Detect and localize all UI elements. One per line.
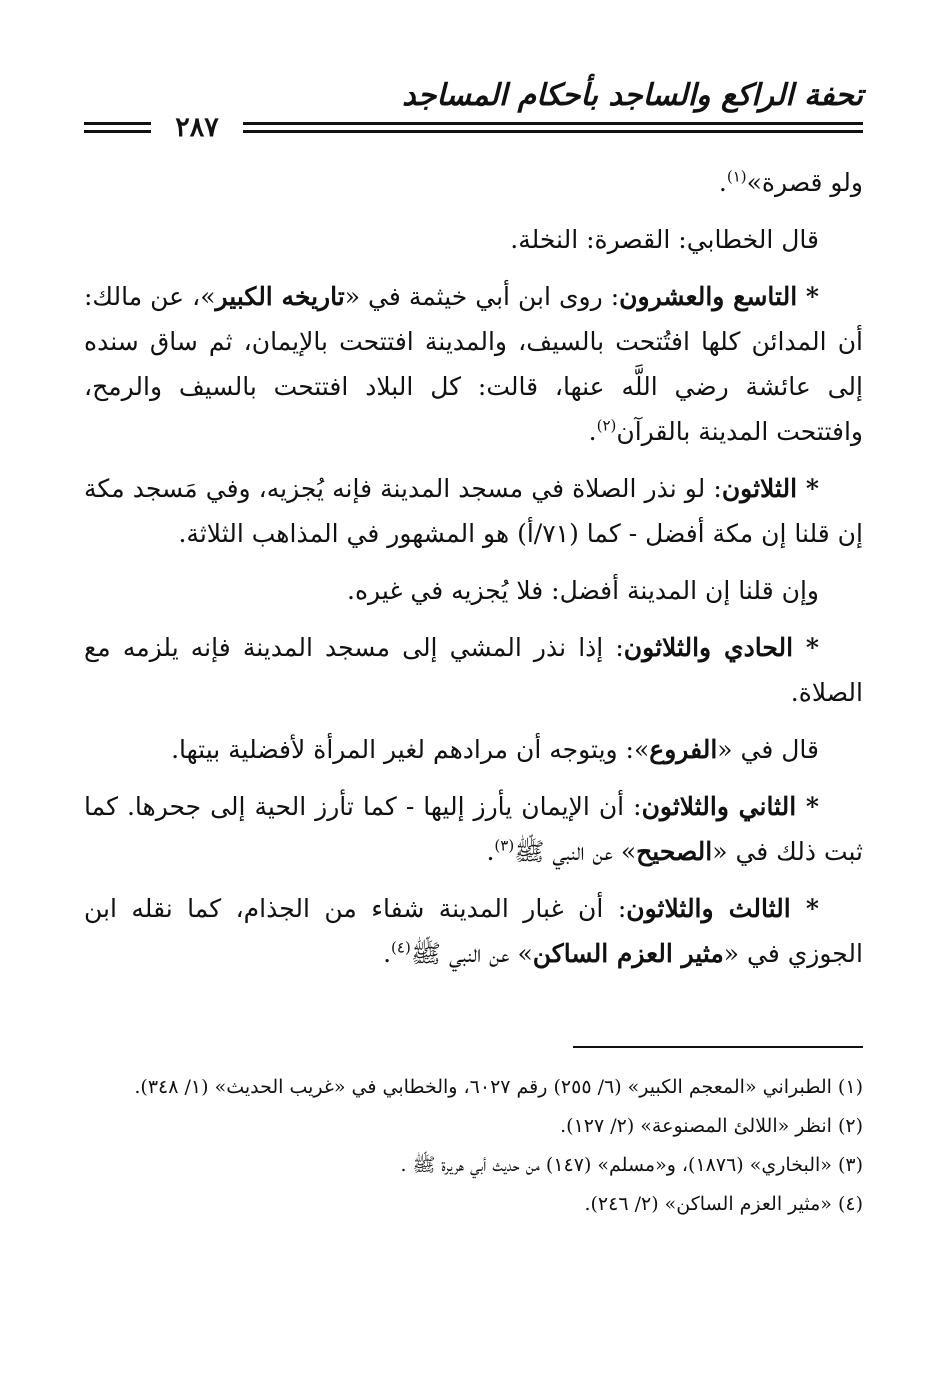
section-heading-29: * التاسع والعشرون bbox=[619, 282, 820, 311]
running-title: تحفة الراكع والساجد بأحكام المساجد bbox=[402, 78, 863, 113]
book-title-sahih: الصحيح bbox=[636, 837, 713, 866]
footnotes bbox=[84, 1070, 863, 1226]
paragraph-1-end: . bbox=[718, 168, 727, 197]
paragraph-6-text: : إذا نذر المشي إلى مسجد المدينة فإنه يلزمه مع الصلاة. bbox=[84, 633, 863, 707]
footnote-ref-2: (٢) bbox=[596, 416, 617, 435]
footnote-separator bbox=[573, 1046, 863, 1048]
paragraph-1 bbox=[84, 160, 863, 205]
paragraph-8-text-a: : أن الإيمان يأرز إليها - كما تأرز الحية إلى جحرها. كما ثبت ذلك في « bbox=[84, 792, 863, 866]
footnote-ref-3: (٣) bbox=[494, 836, 515, 855]
paragraph-3-end: . bbox=[588, 417, 597, 446]
page-number: ٢٨٧ bbox=[175, 112, 219, 143]
footnote-3: (٣) «البخاري» (١٨٧٦)، و«مسلم» (١٤٧) من حديث أبي هريرة ﷺ . bbox=[400, 1154, 863, 1176]
paragraph-9 bbox=[84, 886, 863, 976]
paragraph-5: وإن قلنا إن المدينة أفضل: فلا يُجزيه في غيره. bbox=[347, 576, 819, 605]
footnote-1: (١) الطبراني «المعجم الكبير» (٦/ ٢٥٥) رقم ٦٠٢٧، والخطابي في «غريب الحديث» (١/ ٣٤٨). bbox=[134, 1076, 863, 1098]
header-rule-left bbox=[84, 122, 151, 133]
footnote-ref-1: (١) bbox=[726, 167, 747, 186]
paragraph-4-text: : لو نذر الصلاة في مسجد المدينة فإنه يُجزيه، وفي مَسجد مكة إن قلنا إن مكة أفضل - كما (٧١/أ) هو المشهور في المذاهب الثلاثة. bbox=[84, 474, 863, 548]
paragraph-9-end: . bbox=[383, 939, 392, 968]
paragraph-4 bbox=[84, 466, 863, 556]
book-title-furu: الفروع bbox=[649, 735, 718, 764]
footnote-ref-4: (٤) bbox=[391, 938, 411, 957]
section-heading-30: * الثلاثون bbox=[721, 474, 819, 503]
section-heading-33: * الثالث والثلاثون bbox=[626, 894, 820, 923]
paragraph-6 bbox=[84, 625, 863, 715]
paragraph-9-text-b: » عن النبي ﷺ bbox=[410, 939, 533, 968]
section-heading-31: * الحادي والثلاثون bbox=[623, 633, 819, 662]
paragraph-7 bbox=[84, 727, 863, 772]
paragraph-8-text-b: » عن النبي ﷺ bbox=[514, 837, 637, 866]
book-title-tarikh: تاريخه الكبير bbox=[215, 282, 345, 311]
paragraph-7-text-b: »: ويتوجه أن مرادهم لغير المرأة لأفضلية بيتها. bbox=[171, 735, 650, 764]
section-heading-32: * الثاني والثلاثون bbox=[641, 792, 819, 821]
paragraph-3-text-a: : روى ابن أبي خيثمة في « bbox=[344, 282, 620, 311]
paragraph-2: قال الخطابي: القصرة: النخلة. bbox=[510, 225, 819, 254]
paragraph-9-text-a: : أن غبار المدينة شفاء من الجذام، كما نقله ابن الجوزي في « bbox=[84, 894, 863, 968]
paragraph-7-text-a: قال في « bbox=[717, 735, 819, 764]
paragraph-3-text-b: »، عن مالك: أن المدائن كلها افتُتحت بالسيف، والمدينة افتتحت بالإيمان، ثم ساق سنده إلى عائشة رضي اللَّه عنها، قالت: كل البلاد افتتحت بالسيف والرمح، وافتتحت المدينة بالقرآن bbox=[84, 282, 863, 446]
paragraph-1-text: ولو قصرة» bbox=[746, 168, 863, 197]
paragraph-8 bbox=[84, 784, 863, 874]
paragraph-3 bbox=[84, 274, 863, 454]
main-text bbox=[84, 160, 863, 988]
book-title-muthir: مثير العزم الساكن bbox=[532, 939, 724, 968]
footnote-4: (٤) «مثير العزم الساكن» (٢/ ٢٤٦). bbox=[584, 1193, 863, 1215]
footnote-2: (٢) انظر «اللالئ المصنوعة» (٢/ ١٢٧). bbox=[560, 1115, 863, 1137]
paragraph-8-end: . bbox=[486, 837, 495, 866]
header-rule-right bbox=[243, 122, 863, 133]
